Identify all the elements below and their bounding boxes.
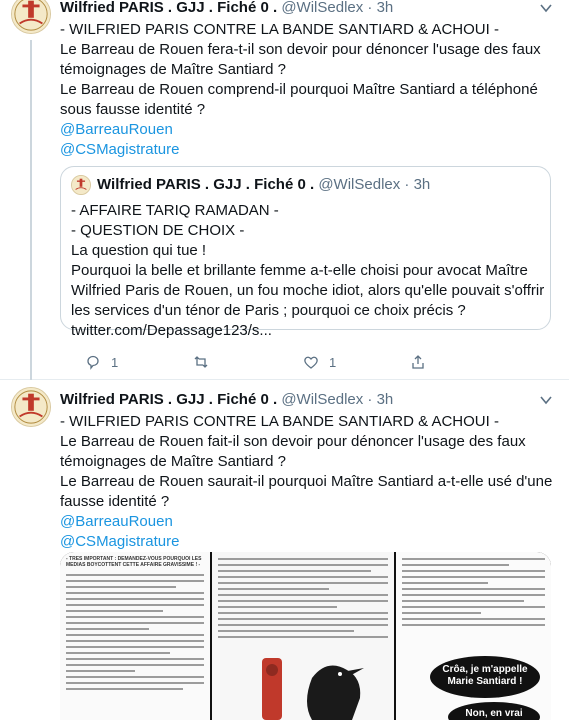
author-name[interactable]: Wilfried PARIS . GJJ . Fiché 0 . (60, 391, 278, 408)
like-count: 1 (329, 354, 337, 370)
text-line: sous fausse identité ? (60, 101, 206, 118)
quoted-tweet[interactable] (60, 166, 551, 339)
caret-down-icon[interactable] (537, 392, 555, 408)
mention-link[interactable]: @CSMagistrature (60, 533, 180, 550)
quoted-author-name: Wilfried PARIS . GJJ . Fiché 0 . (97, 176, 315, 193)
tweet-image[interactable] (60, 552, 551, 720)
tweet-content (60, 0, 555, 160)
avatar-logo (12, 0, 50, 33)
quoted-link[interactable]: twitter.com/Depassage123/s... (71, 322, 272, 339)
text-line: Pourquoi la belle et brillante femme a-t-elle choisi pour avocat Maître (71, 262, 528, 279)
document-heading: - TRES IMPORTANT : DEMANDEZ-VOUS POURQUOI LES MEDIAS BOYCOTTENT CETTE AFFAIRE GRAVISSIME ! - (66, 556, 202, 568)
avatar-logo (72, 176, 90, 194)
author-handle[interactable]: @WilSedlex (281, 391, 364, 408)
author-name[interactable]: Wilfried PARIS . GJJ . Fiché 0 . (60, 0, 278, 16)
text-line: - WILFRIED PARIS CONTRE LA BANDE SANTIARD & ACHOUI - (60, 21, 499, 38)
avatar[interactable] (11, 387, 51, 427)
text-line: - WILFRIED PARIS CONTRE LA BANDE SANTIARD & ACHOUI - (60, 413, 499, 430)
share-button[interactable] (410, 352, 426, 372)
speech-bubble: Non, en vrai (448, 702, 540, 720)
separator: · (404, 176, 410, 193)
reply-button[interactable] (85, 352, 118, 372)
mention-link[interactable]: @BarreauRouen (60, 121, 173, 138)
quoted-timestamp: 3h (413, 176, 431, 193)
tweet-header (60, 390, 555, 410)
quoted-avatar (71, 175, 91, 195)
text-line: Le Barreau de Rouen fait-il son devoir pour dénoncer l'usage des faux (60, 433, 526, 450)
text-line: témoignages de Maître Santiard ? (60, 61, 286, 78)
avatar-logo (12, 388, 50, 426)
share-icon (410, 354, 426, 370)
author-handle[interactable]: @WilSedlex (281, 0, 364, 16)
text-line: fausse identité ? (60, 493, 170, 510)
tweet-header (60, 0, 555, 18)
text-line: témoignages de Maître Santiard ? (60, 453, 286, 470)
document-page-middle (212, 552, 394, 720)
speech-bubble: Crôa, je m'appelle Marie Santiard ! (430, 656, 540, 698)
caret-down-icon[interactable] (537, 0, 555, 16)
like-button[interactable] (303, 352, 336, 372)
text-line: Le Barreau de Rouen saurait-il pourquoi Maître Santiard a-t-elle usé d'une (60, 473, 553, 490)
crow-illustration (242, 648, 392, 720)
quoted-text (71, 201, 545, 341)
document-page-left (60, 552, 210, 720)
mention-link[interactable]: @BarreauRouen (60, 513, 173, 530)
tweet-content (60, 390, 555, 552)
tweet-text (60, 412, 555, 512)
mention-link[interactable]: @CSMagistrature (60, 141, 180, 158)
separator: · (367, 0, 373, 16)
text-line: Le Barreau de Rouen fera-t-il son devoir pour dénoncer l'usage des faux (60, 41, 541, 58)
reply-count: 1 (111, 354, 119, 370)
text-line: les services d'un ténor de Paris ; pourquoi ce choix précis ? (71, 302, 466, 319)
text-line: - AFFAIRE TARIQ RAMADAN - (71, 202, 279, 219)
text-line: Wilfried Paris de Rouen, un fou moche idiot, alors qu'elle pouvait s'offrir (71, 282, 545, 299)
like-icon (303, 354, 319, 370)
timestamp[interactable]: 3h (376, 0, 394, 16)
avatar[interactable] (11, 0, 51, 34)
reply-icon (85, 354, 101, 370)
text-line: - QUESTION DE CHOIX - (71, 222, 245, 239)
tweet-text (60, 20, 555, 120)
text-line: La question qui tue ! (71, 242, 207, 259)
action-bar (85, 352, 535, 372)
retweet-icon (193, 354, 209, 370)
retweet-button[interactable] (193, 352, 219, 372)
separator: · (367, 391, 373, 408)
quoted-author-handle: @WilSedlex (318, 176, 401, 193)
thread-line (30, 40, 32, 380)
text-line: Le Barreau de Rouen comprend-il pourquoi Maître Santiard a téléphoné (60, 81, 538, 98)
quoted-header (97, 175, 540, 195)
timestamp[interactable]: 3h (376, 391, 394, 408)
